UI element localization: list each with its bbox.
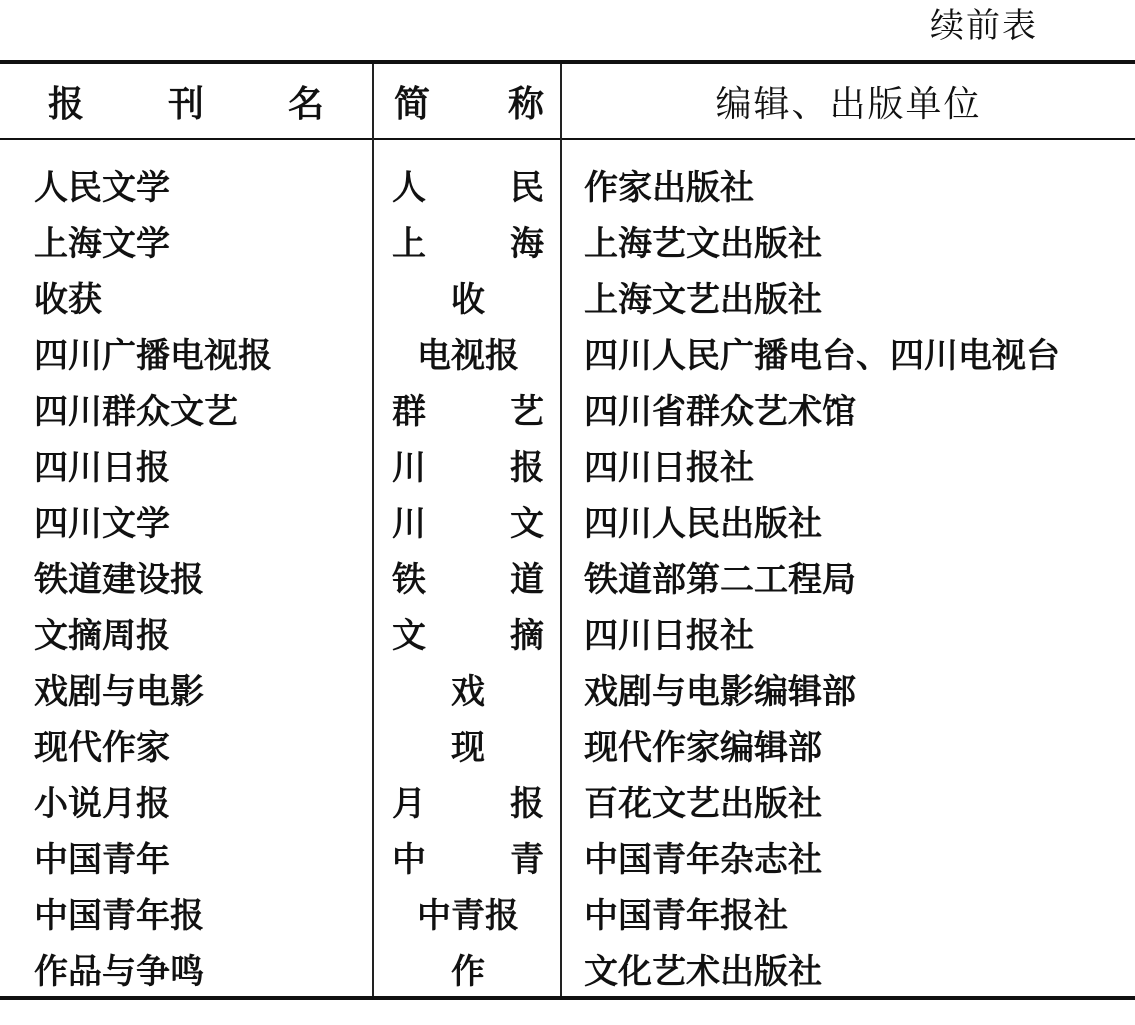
table-header [0,64,1135,138]
periodical-name: 戏剧与电影 [34,671,204,712]
header-bottom-rule [0,138,1135,140]
abbreviation-part: 铁 [392,559,426,600]
abbreviation [392,716,544,772]
abbreviation-part: 现 [451,727,485,768]
header-abbr-char-1: 简 [394,83,431,125]
abbreviation-part: 川 [392,503,426,544]
publisher: 四川省群众艺术馆 [584,391,856,432]
abbreviation-part: 文 [510,503,544,544]
header-abbr-char-2: 称 [507,83,544,125]
abbreviation-part: 群 [392,391,426,432]
periodical-name: 中国青年 [34,839,170,880]
abbreviation-part: 报 [510,783,544,824]
table-row [0,716,1135,772]
abbreviation [392,212,544,268]
periodical-name: 四川广播电视报 [34,335,272,376]
publisher: 戏剧与电影编辑部 [584,671,856,712]
abbreviation [392,324,544,380]
periodical-name: 铁道建设报 [34,559,204,600]
header-name [48,64,324,138]
abbreviation [392,604,544,660]
abbreviation-part: 川 [392,447,426,488]
header-publisher: 编辑、出版单位 [715,83,982,125]
publisher: 中国青年报社 [584,895,788,936]
table-bottom-rule [0,996,1135,1000]
publisher: 文化艺术出版社 [584,951,822,992]
table-row [0,324,1135,380]
periodical-name: 现代作家 [34,727,170,768]
table-row [0,940,1135,996]
abbreviation-part: 艺 [510,391,544,432]
publisher: 百花文艺出版社 [584,783,822,824]
abbreviation-part: 道 [510,559,544,600]
table-row [0,268,1135,324]
publisher: 四川日报社 [584,447,754,488]
publisher: 铁道部第二工程局 [584,559,856,600]
table-row [0,436,1135,492]
abbreviation [392,268,544,324]
abbreviation-part: 收 [451,279,485,320]
header-name-char-2: 刊 [167,83,204,125]
abbreviation [392,380,544,436]
periodical-name: 中国青年报 [34,895,204,936]
periodical-name: 四川文学 [34,503,170,544]
periodical-name: 人民文学 [34,167,170,208]
abbreviation [392,884,544,940]
abbreviation-part: 海 [510,223,544,264]
header-abbreviation [394,64,544,138]
header-name-char-1: 报 [48,83,85,125]
periodical-name: 作品与争鸣 [34,951,204,992]
publisher: 中国青年杂志社 [584,839,822,880]
abbreviation-part: 电视报 [417,335,519,376]
table-row [0,828,1135,884]
abbreviation-part: 中 [392,839,426,880]
abbreviation-part: 戏 [451,671,485,712]
abbreviation-part: 上 [392,223,426,264]
abbreviation [392,156,544,212]
table-row [0,380,1135,436]
periodical-name: 文摘周报 [34,615,170,656]
table-row [0,884,1135,940]
abbreviation [392,436,544,492]
table-row [0,492,1135,548]
table-row [0,156,1135,212]
table-row [0,660,1135,716]
publisher: 作家出版社 [584,167,754,208]
abbreviation-part: 人 [392,167,426,208]
publisher: 四川人民出版社 [584,503,822,544]
abbreviation-part: 摘 [510,615,544,656]
publisher: 四川人民广播电台、四川电视台 [584,335,1060,376]
publisher: 上海文艺出版社 [584,279,822,320]
header-name-char-3: 名 [287,83,324,125]
periodical-name: 上海文学 [34,223,170,264]
publisher: 四川日报社 [584,615,754,656]
publisher: 现代作家编辑部 [584,727,822,768]
table-row [0,772,1135,828]
abbreviation-part: 作 [451,951,485,992]
abbreviation-part: 报 [510,447,544,488]
abbreviation-part: 民 [510,167,544,208]
abbreviation [392,548,544,604]
table-row [0,548,1135,604]
abbreviation [392,492,544,548]
periodical-name: 收获 [34,279,102,320]
periodical-name: 四川日报 [34,447,170,488]
table-caption: 续前表 [930,6,1038,46]
table-row [0,604,1135,660]
abbreviation [392,660,544,716]
abbreviation [392,828,544,884]
table-row [0,212,1135,268]
abbreviation-part: 青 [510,839,544,880]
periodical-name: 四川群众文艺 [34,391,238,432]
abbreviation-part: 月 [392,783,426,824]
abbreviation [392,940,544,996]
periodical-name: 小说月报 [34,783,170,824]
abbreviation-part: 中青报 [417,895,519,936]
publisher: 上海艺文出版社 [584,223,822,264]
abbreviation-part: 文 [392,615,426,656]
table-body [0,156,1135,996]
abbreviation [392,772,544,828]
